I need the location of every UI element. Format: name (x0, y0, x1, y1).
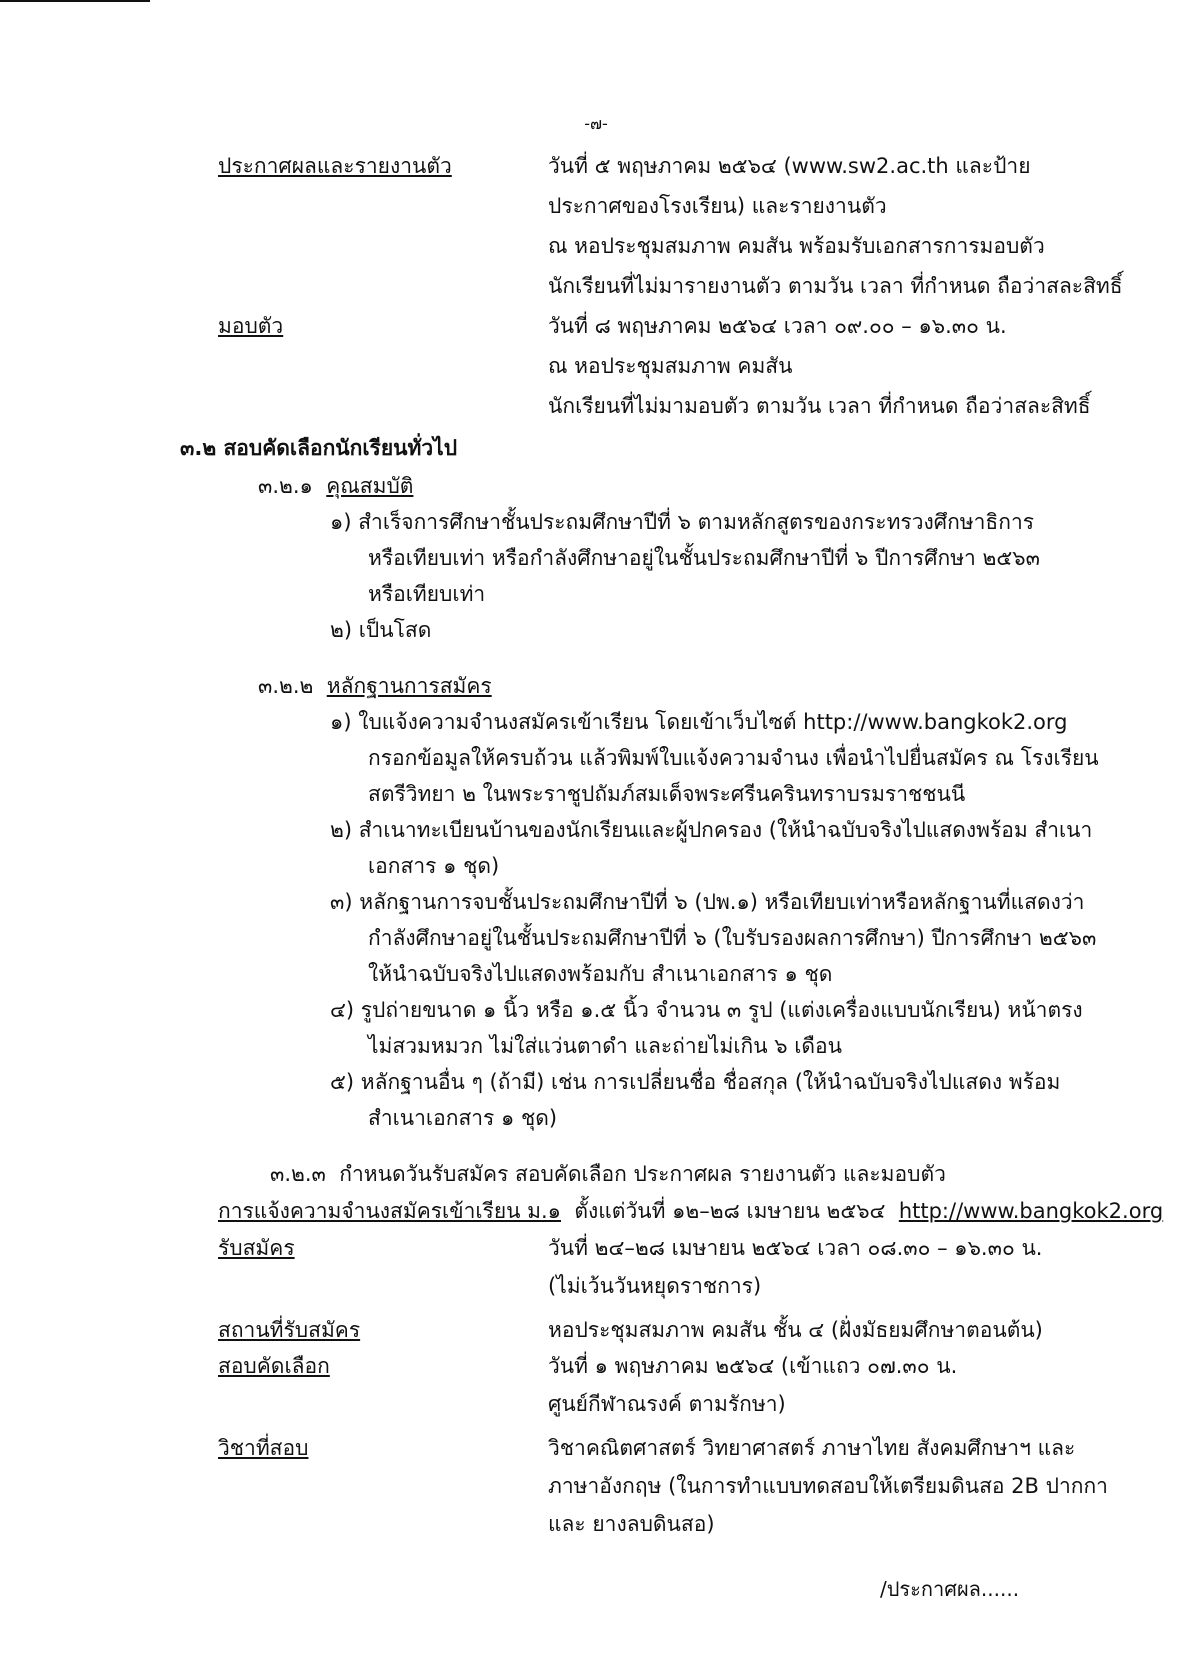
row-value: ศูนย์กีฬาณรงค์ ตามรักษา) (548, 1392, 786, 1416)
row-value: (ไม่เว้นวันหยุดราชการ) (548, 1274, 762, 1298)
evidence-item-4 (330, 992, 1083, 1028)
row-label: ประกาศผลและรายงานตัว (218, 154, 452, 178)
row-value: ณ หอประชุมสมภาพ คมสัน พร้อมรับเอกสารการมอบตัว (548, 234, 1045, 258)
item-number: ๓) (330, 890, 353, 914)
evidence-item-5-line: สำเนาเอกสาร ๑ ชุด) (368, 1106, 558, 1130)
notify-text: ตั้งแต่วันที่ ๑๒–๒๘ เมษายน ๒๕๖๔ (574, 1199, 886, 1223)
row-value: หอประชุมสมภาพ คมสัน ชั้น ๔ (ฝั่งมัธยมศึกษาตอนต้น) (548, 1318, 1043, 1342)
evidence-item-3-line: กำลังศึกษาอยู่ในชั้นประถมศึกษาปีที่ ๖ (ใบรับรองผลการศึกษา) ปีการศึกษา ๒๕๖๓ (368, 926, 1097, 950)
schedule-row-continued (0, 1468, 1192, 1504)
item-text: หลักฐานอื่น ๆ (ถ้ามี) เช่น การเปลี่ยนชื่อ ชื่อสกุล (ให้นำฉบับจริงไปแสดง พร้อม (360, 1070, 1061, 1094)
row-label: มอบตัว (218, 314, 284, 338)
subsection-evidence (258, 668, 492, 704)
item-number: ๕) (330, 1070, 355, 1094)
next-page-catchword: /ประกาศผล...... (880, 1577, 1020, 1601)
schedule-row-continued (0, 228, 1192, 264)
evidence-item-2-line: เอกสาร ๑ ชุด) (368, 854, 500, 878)
subsection-number: ๓.๒.๓ (270, 1162, 326, 1186)
row-value: และ ยางลบดินสอ) (548, 1512, 715, 1536)
row-label: รับสมัคร (218, 1236, 295, 1260)
item-text: เป็นโสด (358, 618, 432, 642)
row-label: วิชาที่สอบ (218, 1436, 309, 1460)
subsection-heading: กำหนดวันรับสมัคร สอบคัดเลือก ประกาศผล รายงานตัว และมอบตัว (339, 1162, 946, 1186)
item-text: ใบแจ้งความจำนงสมัครเข้าเรียน โดยเข้าเว็บไซต์ http://www.bangkok2.org (358, 710, 1068, 734)
row-value: วันที่ ๕ พฤษภาคม ๒๕๖๔ (www.sw2.ac.th และป้าย (548, 154, 1031, 178)
subsection-qualifications (258, 468, 413, 504)
row-value: วิชาคณิตศาสตร์ วิทยาศาสตร์ ภาษาไทย สังคมศึกษาฯ และ (548, 1436, 1076, 1460)
evidence-item-4-line: ไม่สวมหมวก ไม่ใส่แว่นตาดำ และถ่ายไม่เกิน ๖ เดือน (368, 1034, 843, 1058)
item-text: สำเนาทะเบียนบ้านของนักเรียนและผู้ปกครอง (ให้นำฉบับจริงไปแสดงพร้อม สำเนา (358, 818, 1093, 842)
section-title: ๓.๒ สอบคัดเลือกนักเรียนทั่วไป (180, 436, 458, 460)
subsection-number: ๓.๒.๒ (258, 674, 314, 698)
subsection-number: ๓.๒.๑ (258, 474, 313, 498)
subsection-schedule (270, 1156, 946, 1192)
notify-link[interactable]: http://www.bangkok2.org (898, 1199, 1164, 1223)
item-number: ๒) (330, 818, 353, 842)
schedule-row-continued (0, 268, 1192, 304)
row-value: วันที่ ๘ พฤษภาคม ๒๕๖๔ เวลา ๐๙.๐๐ – ๑๖.๓๐ น. (548, 314, 1007, 338)
item-number: ๑) (330, 510, 352, 534)
schedule-row-venue (0, 1312, 1192, 1348)
schedule-row-continued (0, 1506, 1192, 1542)
row-value: นักเรียนที่ไม่มามอบตัว ตามวัน เวลา ที่กำหนด ถือว่าสละสิทธิ์ (548, 394, 1091, 418)
row-value: วันที่ ๑ พฤษภาคม ๒๕๖๔ (เข้าแถว ๐๗.๓๐ น. (548, 1354, 958, 1378)
row-value: นักเรียนที่ไม่มารายงานตัว ตามวัน เวลา ที่กำหนด ถือว่าสละสิทธิ์ (548, 274, 1123, 298)
item-text: สำเร็จการศึกษาชั้นประถมศึกษาปีที่ ๖ ตามหลักสูตรของกระทรวงศึกษาธิการ (358, 510, 1035, 534)
schedule-row-continued (0, 188, 1192, 224)
schedule-row-subjects (0, 1430, 1192, 1466)
schedule-row-exam (0, 1348, 1192, 1384)
notify-row (218, 1196, 1163, 1226)
schedule-row-announce (0, 148, 1192, 184)
qual-item-2 (330, 612, 431, 648)
item-number: ๔) (330, 998, 355, 1022)
evidence-item-1 (330, 704, 1068, 740)
schedule-row-continued (0, 1386, 1192, 1422)
subsection-heading: หลักฐานการสมัคร (326, 674, 492, 698)
subsection-heading: คุณสมบัติ (326, 474, 414, 498)
page-number: -๗- (584, 114, 608, 133)
notify-label: การแจ้งความจำนงสมัครเข้าเรียน ม.๑ (218, 1199, 562, 1223)
row-value: ณ หอประชุมสมภาพ คมสัน (548, 354, 793, 378)
qual-item-1-line: หรือเทียบเท่า หรือกำลังศึกษาอยู่ในชั้นประถมศึกษาปีที่ ๖ ปีการศึกษา ๒๕๖๓ (368, 546, 1040, 570)
item-text: รูปถ่ายขนาด ๑ นิ้ว หรือ ๑.๕ นิ้ว จำนวน ๓ รูป (แต่งเครื่องแบบนักเรียน) หน้าตรง (360, 998, 1083, 1022)
schedule-row-continued (0, 348, 1192, 384)
item-number: ๑) (330, 710, 352, 734)
schedule-row-apply (0, 1230, 1192, 1266)
schedule-row-continued (0, 1268, 1192, 1304)
row-label: สถานที่รับสมัคร (218, 1318, 361, 1342)
item-number: ๒) (330, 618, 353, 642)
evidence-item-3-line: ให้นำฉบับจริงไปแสดงพร้อมกับ สำเนาเอกสาร ๑ ชุด (368, 962, 833, 986)
evidence-item-1-line: สตรีวิทยา ๒ ในพระราชูปถัมภ์สมเด็จพระศรีนครินทราบรมราชชนนี (368, 782, 966, 806)
evidence-item-2 (330, 812, 1092, 848)
schedule-row-report (0, 308, 1192, 344)
scan-edge-mark (0, 0, 150, 2)
evidence-item-1-line: กรอกข้อมูลให้ครบถ้วน แล้วพิมพ์ใบแจ้งความจำนง เพื่อนำไปยื่นสมัคร ณ โรงเรียน (368, 746, 1099, 770)
evidence-item-3 (330, 884, 1084, 920)
qual-item-1 (330, 504, 1034, 540)
qual-item-1-line: หรือเทียบเท่า (368, 582, 486, 606)
row-value: วันที่ ๒๔–๒๘ เมษายน ๒๕๖๔ เวลา ๐๘.๓๐ – ๑๖.๓๐ น. (548, 1236, 1043, 1260)
row-value: ประกาศของโรงเรียน) และรายงานตัว (548, 194, 887, 218)
row-label: สอบคัดเลือก (218, 1354, 330, 1378)
evidence-item-5 (330, 1064, 1060, 1100)
schedule-row-continued (0, 388, 1192, 424)
item-text: หลักฐานการจบชั้นประถมศึกษาปีที่ ๖ (ปพ.๑) หรือเทียบเท่าหรือหลักฐานที่แสดงว่า (359, 890, 1085, 914)
row-value: ภาษาอังกฤษ (ในการทำแบบทดสอบให้เตรียมดินสอ 2B ปากกา (548, 1474, 1108, 1498)
